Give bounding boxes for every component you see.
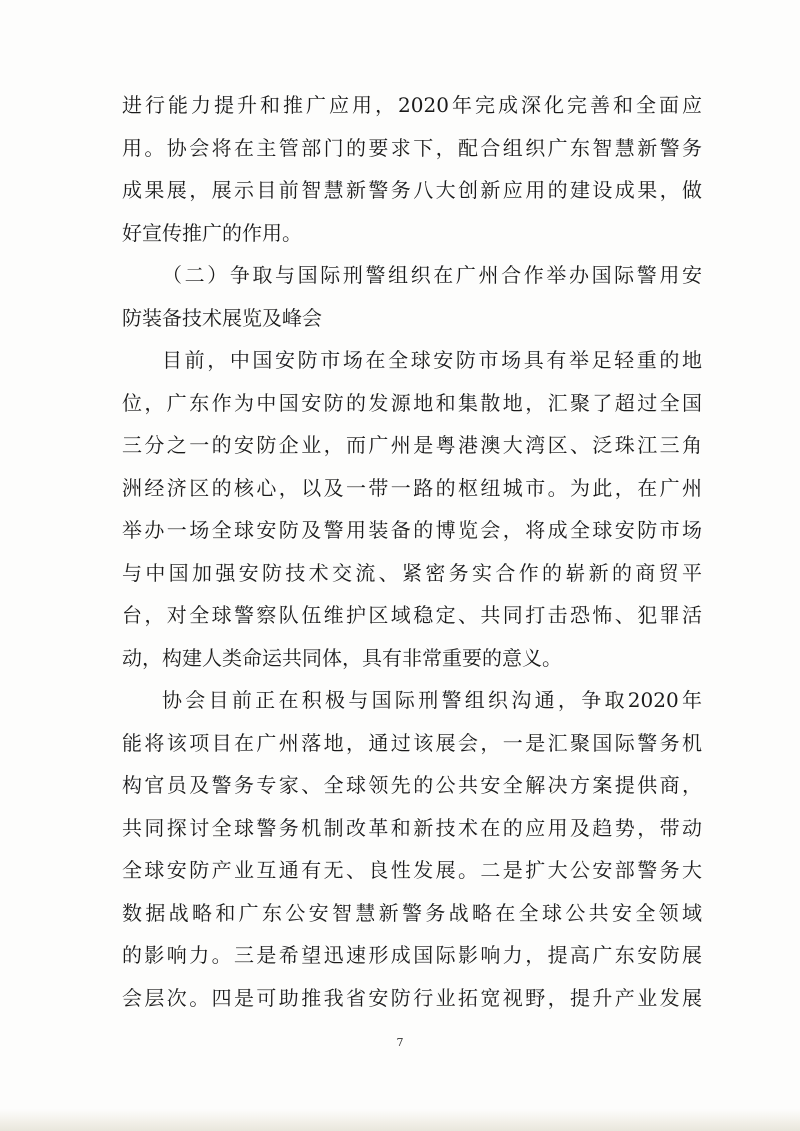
text-line: 共同探讨全球警务机制改革和新技术在的应用及趋势，带动 [122, 815, 702, 840]
text-line: 目前，中国安防市场在全球安防市场具有举足轻重的地 [162, 348, 702, 372]
text-line: 进行能力提升和推广应用，2020年完成深化完善和全面应 [122, 93, 702, 117]
text-line: 洲经济区的核心，以及一带一路的枢纽城市。为此，在广州 [122, 475, 702, 500]
text-line: 好宣传推广的作用。 [122, 220, 302, 245]
text-line: 动，构建人类命运共同体，具有非常重要的意义。 [122, 645, 562, 670]
text-line: 构官员及警务专家、全球领先的公共安全解决方案提供商， [122, 773, 702, 797]
text-line: 成果展，展示目前智慧新警务八大创新应用的建设成果，做 [122, 178, 702, 202]
text-line: 全球安防产业互通有无、良性发展。二是扩大公安部警务大 [122, 858, 702, 882]
text-line: 能将该项目在广州落地，通过该展会，一是汇聚国际警务机 [122, 730, 702, 755]
section-heading: （二）争取与国际刑警组织在广州合作举办国际警用安 [162, 263, 702, 287]
scan-edge [0, 1109, 800, 1131]
text-line: 台，对全球警察队伍维护区域稳定、共同打击恐怖、犯罪活 [122, 603, 702, 627]
text-line: 用。协会将在主管部门的要求下，配合组织广东智慧新警务 [122, 135, 702, 160]
text-line: 位，广东作为中国安防的发源地和集散地，汇聚了超过全国 [122, 390, 702, 415]
text-line: 三分之一的安防企业，而广州是粤港澳大湾区、泛珠江三角 [122, 433, 702, 457]
page-number: 7 [396, 1036, 404, 1049]
text-line: 数据战略和广东公安智慧新警务战略在全球公共安全领域 [122, 900, 702, 925]
text-line: 的影响力。三是希望迅速形成国际影响力，提高广东安防展 [122, 943, 702, 967]
text-line: 会层次。四是可助推我省安防行业拓宽视野，提升产业发展 [122, 985, 702, 1010]
text-line: 举办一场全球安防及警用装备的博览会，将成全球安防市场 [122, 518, 702, 542]
text-line: 与中国加强安防技术交流、紧密务实合作的崭新的商贸平 [122, 560, 702, 585]
document-body [122, 84, 702, 1019]
text-line: 协会目前正在积极与国际刑警组织沟通，争取2020年 [162, 688, 702, 712]
section-heading: 防装备技术展览及峰会 [122, 305, 322, 330]
